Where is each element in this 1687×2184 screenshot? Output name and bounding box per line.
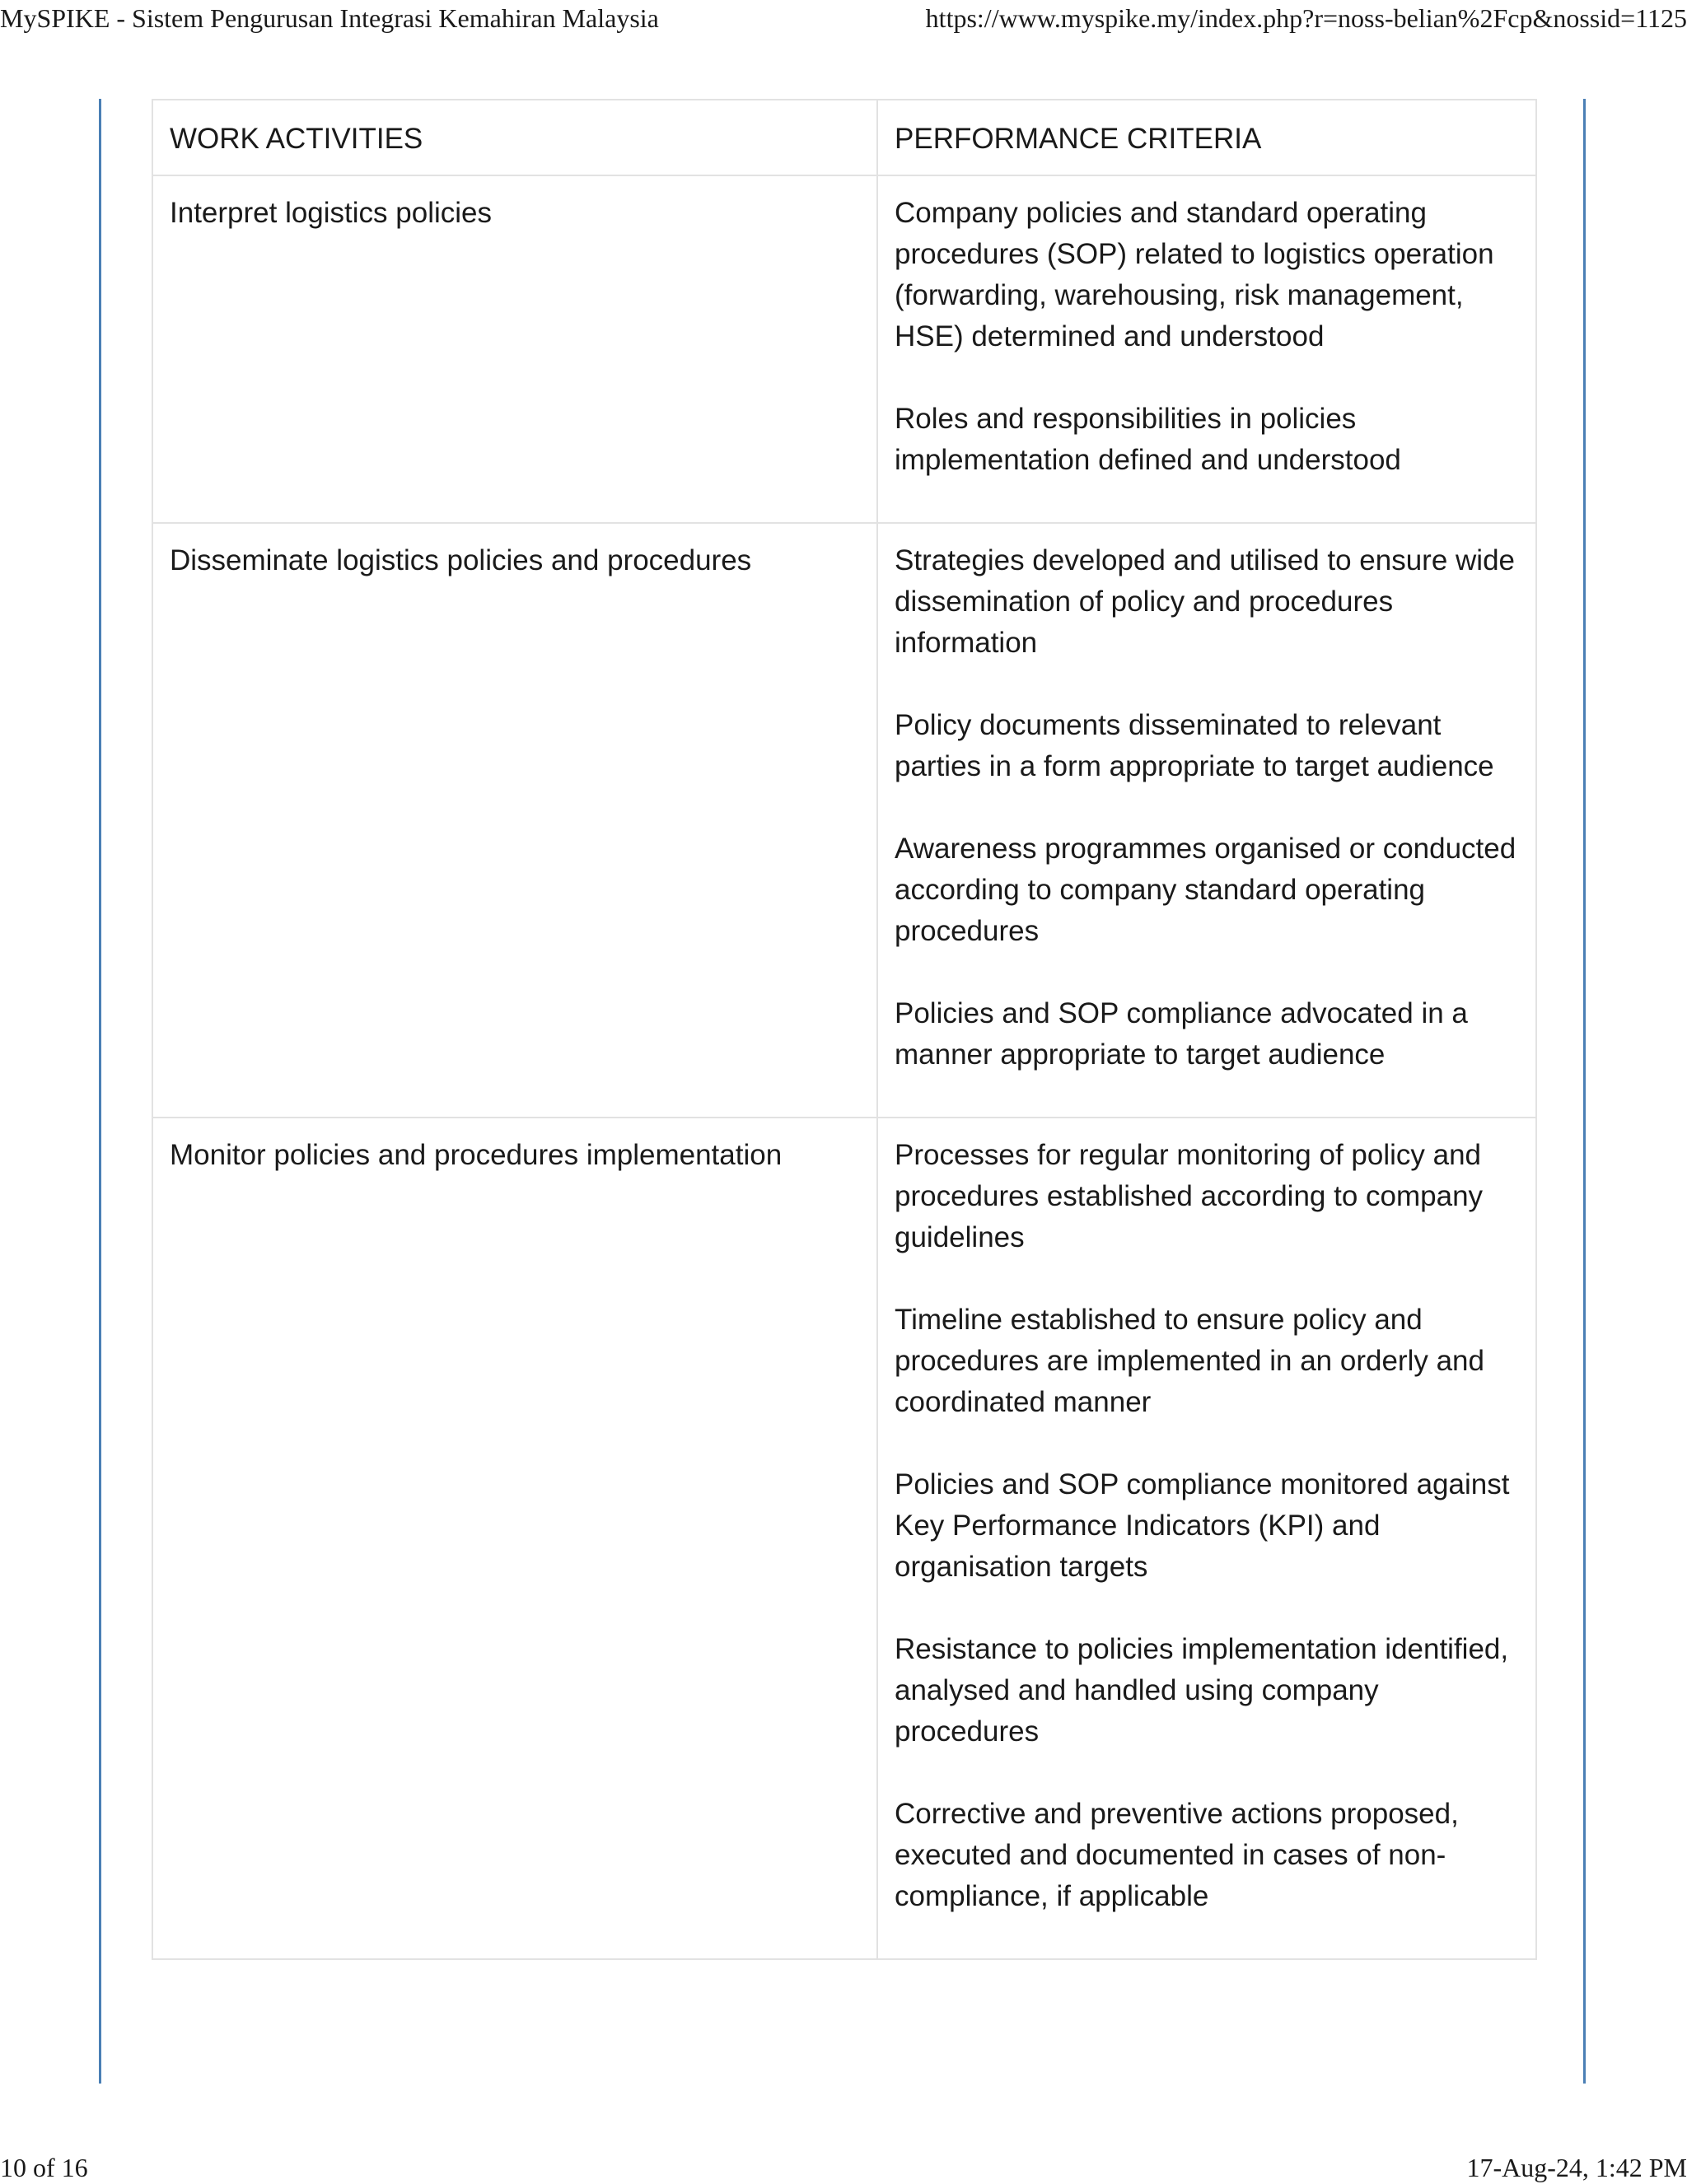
work-activities-table [152, 99, 1537, 1960]
criteria-item: Strategies developed and utilised to ensure wide dissemination of policy and procedures information [895, 544, 1515, 659]
work-activities-header: WORK ACTIVITIES [152, 100, 877, 175]
criteria-item: Awareness programmes organised or conducted according to company standard operating procedures [895, 833, 1516, 947]
table-header-row [152, 100, 1536, 175]
criteria-item: Company policies and standard operating procedures (SOP) related to logistics operation (forwarding, warehousing, risk management, HSE) determined and understood [895, 197, 1494, 352]
performance-criteria-cell [877, 175, 1536, 523]
performance-criteria-header: PERFORMANCE CRITERIA [877, 100, 1536, 175]
performance-criteria-cell [877, 1118, 1536, 1959]
criteria-item: Resistance to policies implementation identified, analysed and handled using company procedures [895, 1633, 1509, 1748]
print-footer-datetime: 17-Aug-24, 1:42 PM [1466, 2153, 1687, 2182]
print-header-url: https://www.myspike.my/index.php?r=noss-belian%2Fcp&nossid=1125 [925, 3, 1687, 33]
criteria-item: Processes for regular monitoring of policy and procedures established according to company guidelines [895, 1139, 1484, 1253]
print-header-title: MySPIKE - Sistem Pengurusan Integrasi Kemahiran Malaysia [0, 3, 659, 33]
criteria-item: Corrective and preventive actions proposed, executed and documented in cases of non-compliance, if applicable [895, 1798, 1459, 1912]
table-row [152, 175, 1536, 523]
criteria-item: Timeline established to ensure policy and procedures are implemented in an orderly and coordinated manner [895, 1304, 1484, 1418]
criteria-item: Policy documents disseminated to relevant parties in a form appropriate to target audience [895, 709, 1494, 782]
performance-criteria-cell [877, 523, 1536, 1118]
table-row [152, 1118, 1536, 1959]
criteria-item: Roles and responsibilities in policies implementation defined and understood [895, 403, 1401, 476]
work-activity-cell: Monitor policies and procedures implementation [152, 1118, 877, 1959]
work-activity-cell: Interpret logistics policies [152, 175, 877, 523]
criteria-item: Policies and SOP compliance advocated in a manner appropriate to target audience [895, 997, 1468, 1071]
print-footer-page-number: 10 of 16 [0, 2153, 88, 2182]
work-activity-cell: Disseminate logistics policies and procedures [152, 523, 877, 1118]
criteria-item: Policies and SOP compliance monitored against Key Performance Indicators (KPI) and organisation targets [895, 1468, 1510, 1583]
table-row [152, 523, 1536, 1118]
